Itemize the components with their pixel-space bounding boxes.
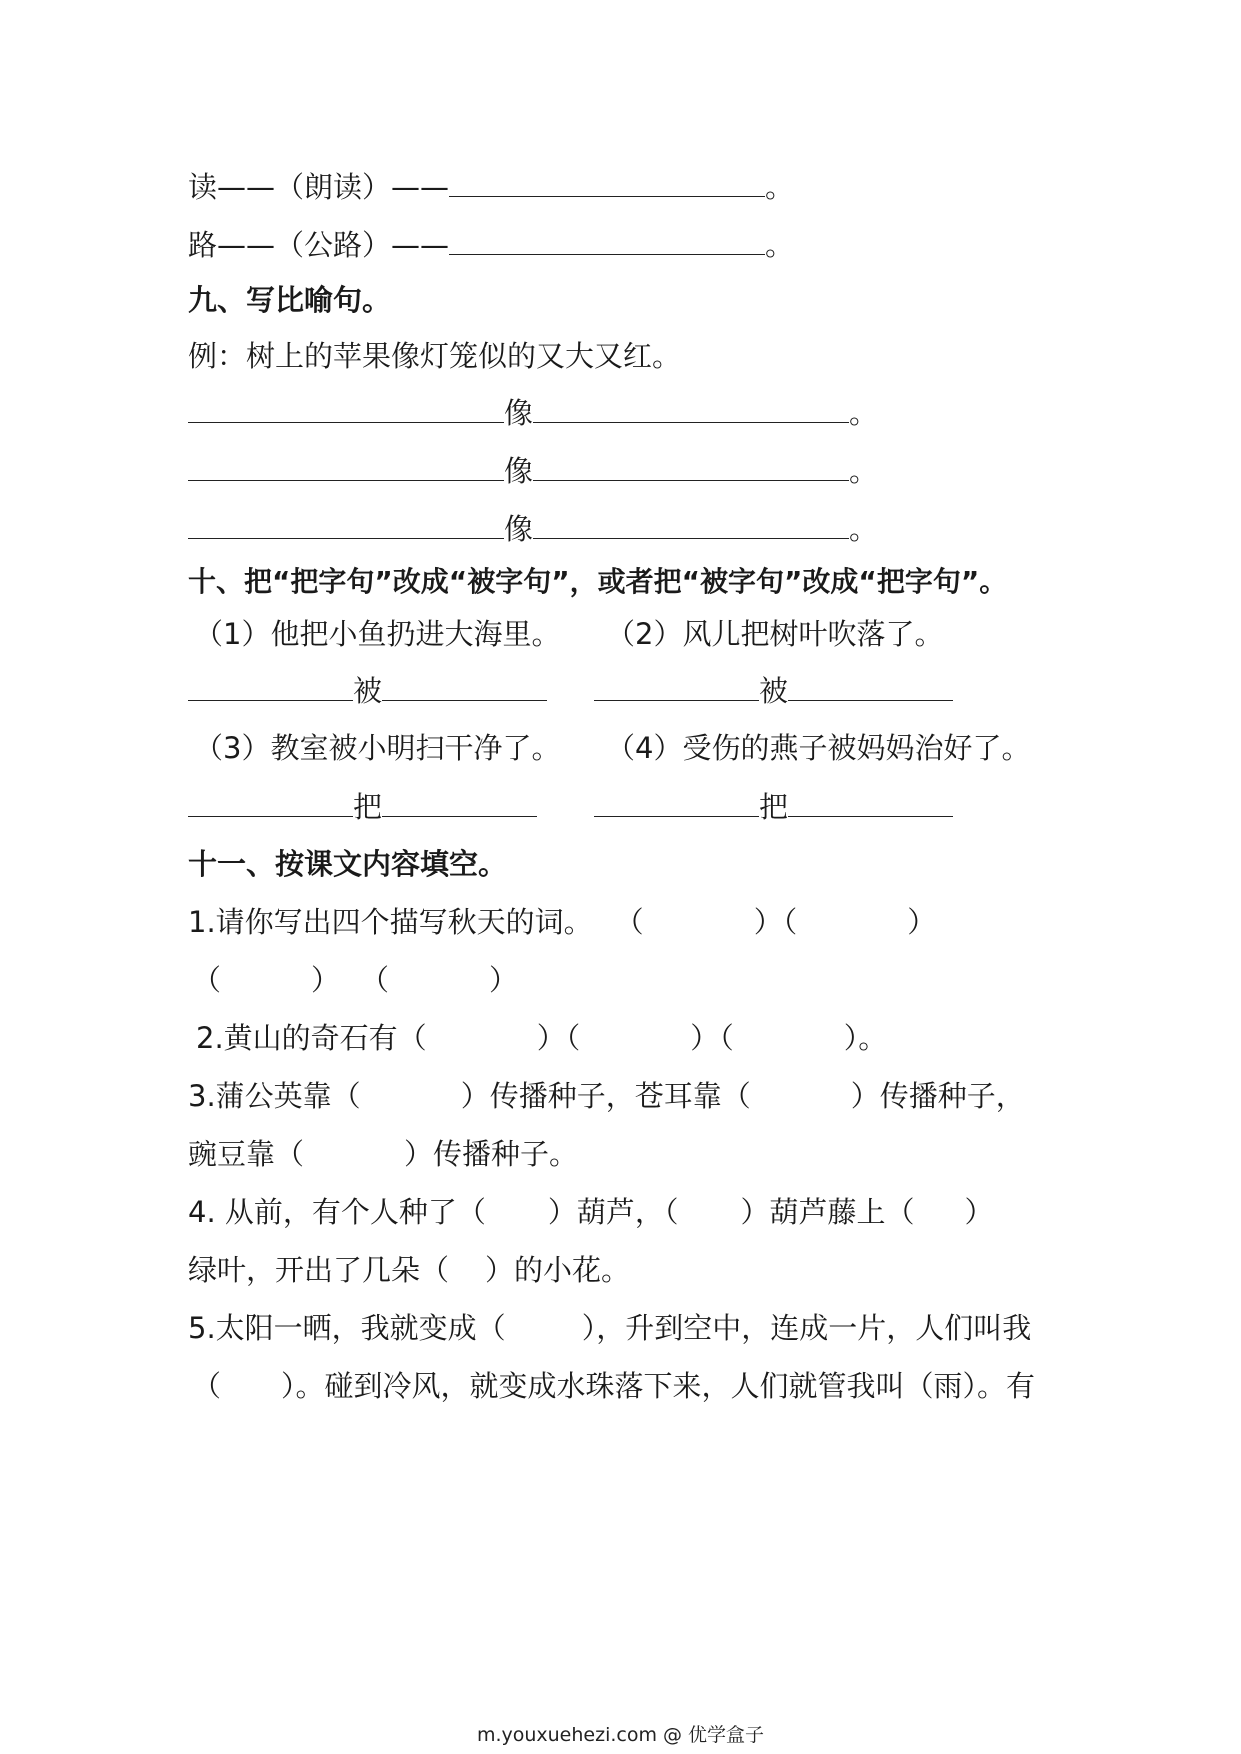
- dash: ——: [217, 170, 276, 204]
- rparen: ）: [907, 905, 937, 939]
- lparen: （: [721, 1079, 751, 1113]
- lparen: （: [331, 1079, 361, 1113]
- dash: ——: [391, 170, 450, 204]
- section-9-example: 例：树上的苹果像灯笼似的又大又红。: [188, 339, 682, 373]
- section-9-title: 九、写比喻句。: [188, 283, 392, 317]
- keyword-ba: 把: [759, 790, 789, 824]
- question-text: 2.黄山的奇石有: [196, 1021, 398, 1055]
- lparen: （: [456, 1195, 486, 1229]
- question-text: 5.太阳一晒，我就变成: [188, 1311, 477, 1345]
- answer-blank[interactable]: [382, 670, 547, 701]
- rparen: ）: [489, 963, 519, 997]
- lparen: （: [565, 1021, 581, 1055]
- question-text: 3.蒲公英靠: [188, 1079, 332, 1113]
- answer-blank[interactable]: [533, 508, 849, 539]
- period: 。: [765, 228, 795, 262]
- answer-blank[interactable]: [533, 392, 849, 423]
- lparen: （: [782, 905, 798, 939]
- extension-line-lu: [188, 224, 794, 265]
- question-text: ，升到空中，连成一片，人们叫我: [596, 1311, 1032, 1345]
- simile-line-3: [188, 508, 878, 549]
- answer-blank[interactable]: [594, 786, 759, 817]
- footer-watermark[interactable]: m.youxuehezi.com @ 优学盒子: [476, 1724, 765, 1746]
- question-1: （1）他把小鱼扔进大海里。: [194, 617, 561, 651]
- rparen: ）: [311, 963, 341, 997]
- connector: 像: [504, 396, 534, 430]
- example-word: （朗读）: [275, 170, 392, 204]
- example-word: （公路）: [275, 228, 392, 262]
- answer-blank[interactable]: [449, 224, 765, 255]
- answer-blank[interactable]: [788, 670, 953, 701]
- question-text: 4. 从前，有个人种了: [188, 1195, 457, 1229]
- rparen: ）: [547, 1195, 577, 1229]
- char: 读: [188, 170, 218, 204]
- question-2: （2）风儿把树叶吹落了。: [606, 617, 944, 651]
- question-text: 葫芦，: [576, 1195, 664, 1229]
- answer-line-q2: [594, 670, 953, 711]
- fill-q1-line-2: [192, 960, 518, 1000]
- question-text: 绿叶，开出了几朵: [188, 1253, 421, 1287]
- rparen: ）: [460, 1079, 490, 1113]
- answer-blank[interactable]: [188, 508, 504, 539]
- keyword-bei: 被: [759, 674, 789, 708]
- question-text: 豌豆靠: [188, 1137, 276, 1171]
- keyword-ba: 把: [353, 790, 383, 824]
- rparen: ）: [536, 1021, 566, 1055]
- fill-q5-line-1: [188, 1308, 1031, 1348]
- fill-q3-line-2: [188, 1134, 578, 1174]
- period: 。: [849, 454, 879, 488]
- rparen: ）: [485, 1253, 515, 1287]
- question-4: （4）受伤的燕子被妈妈治好了。: [606, 731, 1031, 765]
- dash: ——: [217, 228, 276, 262]
- period: 。: [858, 1021, 888, 1055]
- keyword-bei: 被: [353, 674, 383, 708]
- lparen: （: [397, 1021, 427, 1055]
- rparen: ）: [850, 1079, 880, 1113]
- fill-q4-line-2: [188, 1250, 630, 1290]
- rparen: ）: [581, 1311, 597, 1345]
- fill-q2: [196, 1018, 887, 1058]
- connector: 像: [504, 512, 534, 546]
- answer-blank[interactable]: [382, 786, 537, 817]
- answer-blank[interactable]: [188, 786, 353, 817]
- lparen: （: [719, 1021, 734, 1055]
- lparen: （: [420, 1253, 450, 1287]
- lparen: （: [885, 1195, 915, 1229]
- rparen: ）: [843, 1021, 859, 1055]
- simile-line-2: [188, 450, 878, 491]
- answer-line-q1: [188, 670, 547, 711]
- connector: 像: [504, 454, 534, 488]
- rparen: ）: [404, 1137, 434, 1171]
- answer-line-q4: [594, 786, 953, 827]
- section-11-title: 十一、按课文内容填空。: [188, 847, 508, 881]
- lparen: （: [663, 1195, 679, 1229]
- question-text: 葫芦藤上: [769, 1195, 886, 1229]
- simile-line-1: [188, 392, 878, 433]
- lparen: （: [275, 1137, 305, 1171]
- rparen: ）: [690, 1021, 720, 1055]
- fill-q5-line-2: [192, 1366, 1035, 1406]
- question-text: 。碰到冷风，就变成水珠落下来，人们就管我叫（雨）。有: [295, 1369, 1036, 1403]
- answer-blank[interactable]: [788, 786, 953, 817]
- answer-blank[interactable]: [594, 670, 759, 701]
- answer-blank[interactable]: [449, 166, 765, 197]
- lparen: （: [360, 963, 390, 997]
- question-text: 传播种子。: [433, 1137, 579, 1171]
- lparen: （: [192, 963, 222, 997]
- question-text: 传播种子，: [879, 1079, 1025, 1113]
- answer-blank[interactable]: [188, 670, 353, 701]
- question-3: （3）教室被小明扫干净了。: [194, 731, 561, 765]
- answer-blank[interactable]: [533, 450, 849, 481]
- rparen: ）: [964, 1195, 994, 1229]
- rparen: ）: [740, 1195, 770, 1229]
- dash: ——: [391, 228, 450, 262]
- fill-q1-line-1: [188, 902, 936, 942]
- rparen: ）: [281, 1369, 296, 1403]
- question-text: 1.请你写出四个描写秋天的词。: [188, 905, 593, 939]
- answer-blank[interactable]: [188, 450, 504, 481]
- lparen: （: [192, 1369, 222, 1403]
- char: 路: [188, 228, 218, 262]
- lparen: （: [476, 1311, 506, 1345]
- answer-blank[interactable]: [188, 392, 504, 423]
- period: 。: [849, 396, 879, 430]
- fill-q3-line-1: [188, 1076, 1025, 1116]
- question-text: 传播种子，苍耳靠: [489, 1079, 722, 1113]
- period: 。: [765, 170, 795, 204]
- lparen: （: [614, 905, 644, 939]
- section-10-title: 十、把“把字句”改成“被字句”，或者把“被字句”改成“把字句”。: [188, 565, 1008, 598]
- fill-q4-line-1: [188, 1192, 994, 1232]
- rparen: ）: [753, 905, 783, 939]
- question-text: 的小花。: [514, 1253, 631, 1287]
- extension-line-du: [188, 166, 794, 207]
- answer-line-q3: [188, 786, 537, 827]
- period: 。: [849, 512, 879, 546]
